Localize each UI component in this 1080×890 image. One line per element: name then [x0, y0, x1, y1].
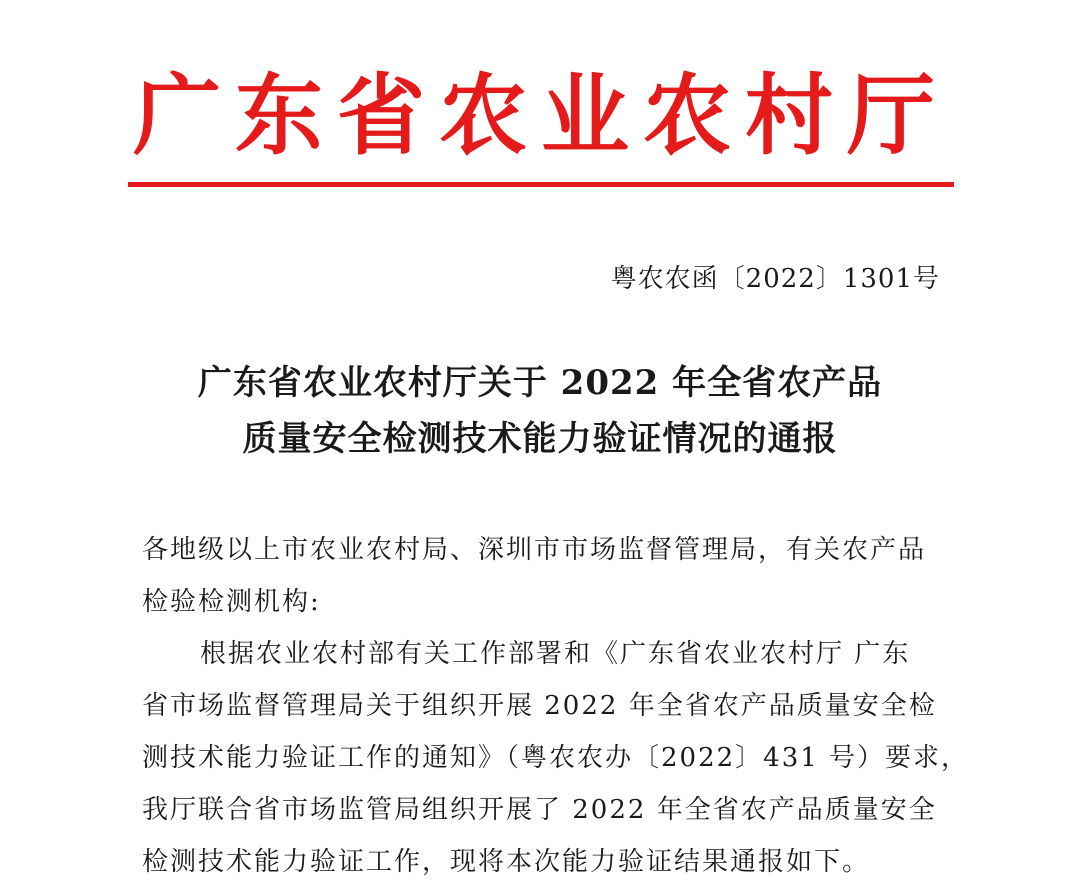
- document-body: [142, 524, 970, 888]
- paragraph-line: 根据农业农村部有关工作部署和《广东省农业农村厅 广东: [200, 639, 911, 669]
- document-number: 粤农农函〔2022〕1301号: [610, 264, 940, 294]
- paragraph-line: 我厅联合省市场监管局组织开展了 2022 年全省农产品质量安全: [142, 795, 937, 825]
- document-title: [140, 355, 940, 467]
- salutation-line: 检验检测机构:: [142, 587, 321, 617]
- agency-header-title: 广东省农业农村厅: [132, 63, 949, 167]
- document-title-line: 广东省农业农村厅关于 2022 年全省农产品: [197, 363, 883, 403]
- document-title-line: 质量安全检测技术能力验证情况的通报: [242, 419, 838, 459]
- paragraph-line: 测技术能力验证工作的通知》（粤农农办〔2022〕431 号）要求，: [142, 743, 970, 773]
- salutation-line: 各地级以上市农业农村局、深圳市市场监督管理局，有关农产品: [142, 535, 927, 565]
- paragraph-line: 检测技术能力验证工作，现将本次能力验证结果通报如下。: [142, 847, 871, 877]
- header-red-rule: [128, 182, 954, 187]
- paragraph-line: 省市场监督管理局关于组织开展 2022 年全省农产品质量安全检: [142, 691, 937, 721]
